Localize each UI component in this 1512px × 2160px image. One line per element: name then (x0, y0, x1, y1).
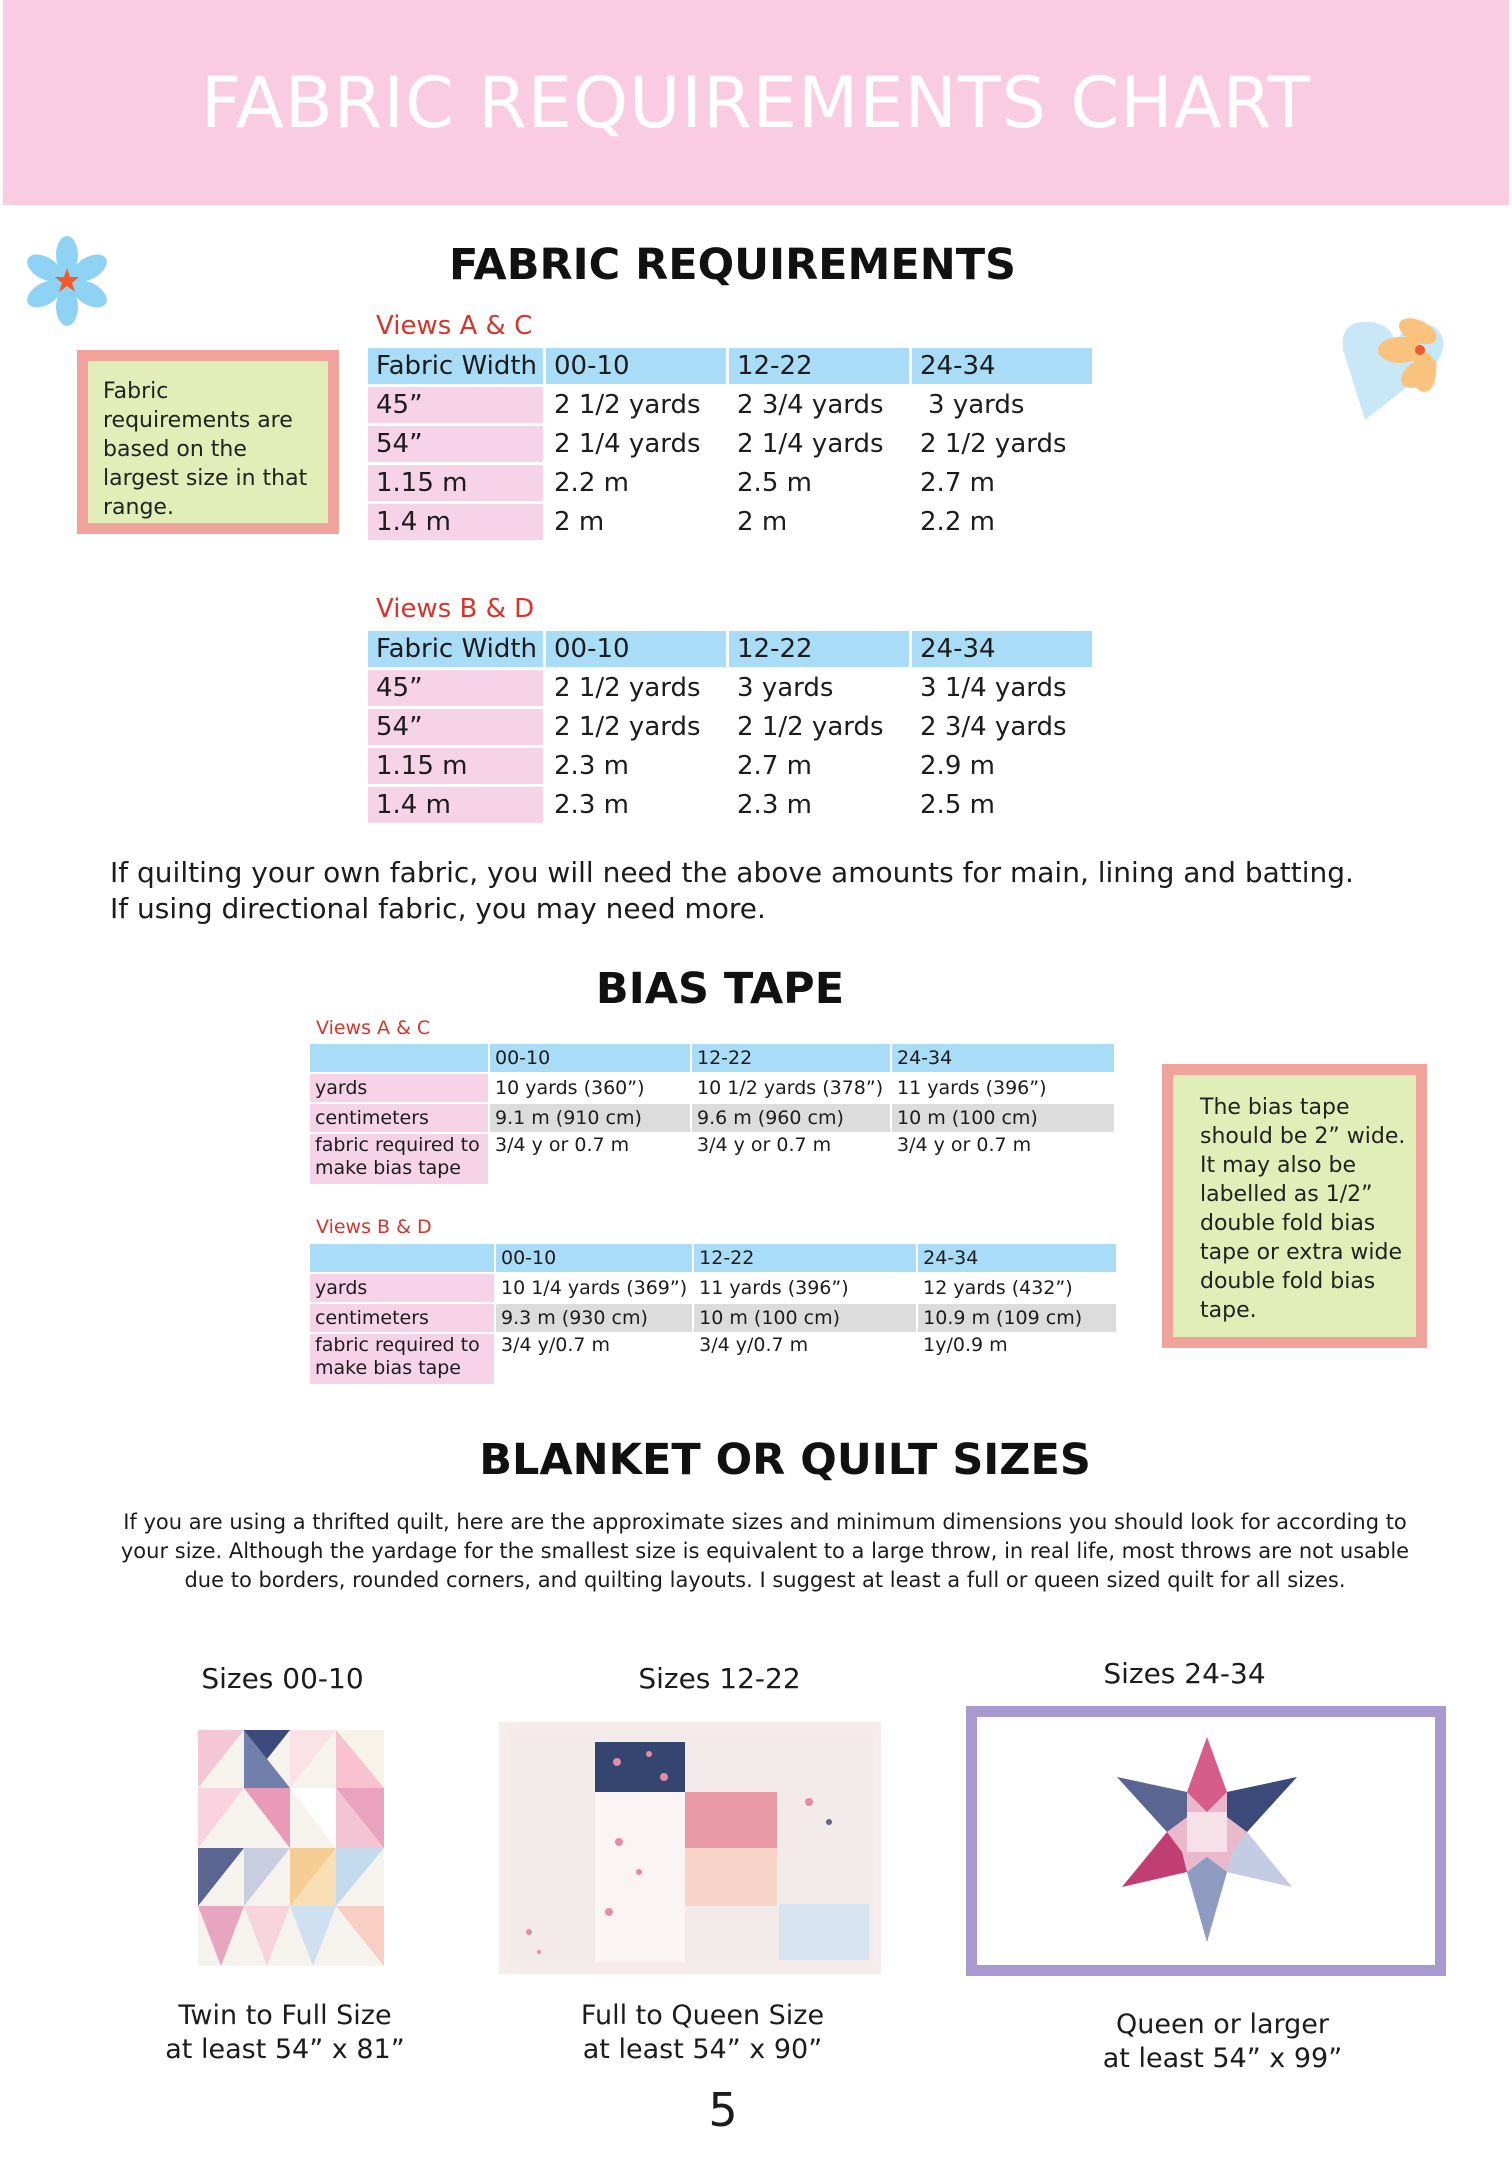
flower-icon (22, 236, 112, 326)
bias-views-ac-label: Views A & C (316, 1017, 431, 1039)
value-cell: 10 1/2 yards (378”) (697, 1077, 884, 1099)
header-cell: 00-10 (546, 631, 726, 667)
value-cell: 2.3 m (737, 790, 812, 820)
value-cell: 3/4 y or 0.7 m (697, 1134, 832, 1156)
table-row (310, 1274, 1116, 1302)
value-cell: 11 yards (396”) (897, 1077, 1047, 1099)
value-cell: 2.3 m (554, 751, 629, 781)
value-cell: 2 m (737, 507, 788, 537)
value-cell: 2.7 m (920, 468, 995, 498)
value-cell: 2 1/2 yards (737, 712, 884, 742)
table-row (368, 465, 1092, 501)
header-cell: 00-10 (546, 348, 726, 384)
value-cell: 2.3 m (554, 790, 629, 820)
value-cell: 9.6 m (960 cm) (692, 1104, 890, 1132)
table-row (368, 387, 1092, 423)
header-cell: 24-34 (912, 631, 1092, 667)
header-cell: 24-34 (892, 1044, 1114, 1072)
value-cell: 3/4 y/0.7 m (699, 1334, 809, 1356)
table-row (310, 1134, 1114, 1184)
header-cell (310, 1044, 488, 1072)
page-number: 5 (708, 2083, 738, 2137)
queen-quilt-image (1117, 1737, 1297, 1947)
fabric-note-text: Fabric requirements are based on the largest size in that range. (103, 379, 308, 520)
value-cell: 2 1/2 yards (554, 673, 701, 703)
value-cell: 2 1/2 yards (920, 429, 1067, 459)
width-cell: 45” (368, 387, 543, 423)
value-cell: 3 yards (928, 390, 1025, 420)
table-row (310, 1334, 1116, 1384)
full-caption-line2: at least 54” x 90” (582, 2034, 823, 2065)
value-cell: 10 1/4 yards (369”) (501, 1277, 688, 1299)
queen-quilt-frame (966, 1706, 1446, 1976)
value-cell: 10.9 m (109 cm) (918, 1304, 1116, 1332)
value-cell: 2 1/4 yards (554, 429, 701, 459)
width-cell: 54” (368, 426, 543, 462)
header-cell (310, 1244, 494, 1272)
full-quilt-image (499, 1722, 881, 1974)
quilting-paragraph-line2: If using directional fabric, you may need more. (110, 892, 766, 925)
table-row (310, 1304, 1116, 1332)
table-row (368, 426, 1092, 462)
header-cell: 24-34 (912, 348, 1092, 384)
row-label: fabric required to make bias tape (310, 1334, 494, 1384)
row-label: centimeters (310, 1304, 494, 1332)
quilting-paragraph-line1: If quilting your own fabric, you will need the above amounts for main, lining and batting. (110, 856, 1354, 889)
width-cell: 1.4 m (368, 504, 543, 540)
fabric-note (77, 350, 339, 534)
banner-title: FABRIC REQUIREMENTS CHART (201, 61, 1311, 144)
value-cell: 2 3/4 yards (920, 712, 1067, 742)
value-cell: 3/4 y or 0.7 m (495, 1134, 630, 1156)
table-row (368, 504, 1092, 540)
table-header-row (310, 1044, 1114, 1072)
table-row (310, 1104, 1114, 1132)
value-cell: 11 yards (396”) (699, 1277, 849, 1299)
width-cell: 1.4 m (368, 787, 543, 823)
sizes-12-22-heading: Sizes 12-22 (638, 1662, 801, 1695)
header-cell: 12-22 (694, 1244, 916, 1272)
bias-table-ac (308, 1042, 1116, 1186)
value-cell: 2 3/4 yards (737, 390, 884, 420)
table-header-row (368, 348, 1092, 384)
row-label: yards (310, 1074, 488, 1102)
bias-table-bd (308, 1242, 1118, 1386)
value-cell: 1y/0.9 m (923, 1334, 1008, 1356)
width-cell: 54” (368, 709, 543, 745)
header-cell: 00-10 (490, 1044, 690, 1072)
quilt-paragraph: If you are using a thrifted quilt, here are the approximate sizes and minimum dimensions you should look for according to your size. Although the yardage for the smallest size is equivalent to a large throw, in real life, most throws are not usable due to borders, rounded corners, and quilting layouts. I suggest at least a full or queen sized quilt for all sizes. (120, 1510, 1410, 1592)
bias-tape-title: BIAS TAPE (595, 964, 845, 1014)
header-cell: 12-22 (692, 1044, 890, 1072)
value-cell: 3/4 y/0.7 m (501, 1334, 611, 1356)
value-cell: 2.5 m (920, 790, 995, 820)
header-cell: Fabric Width (368, 631, 543, 667)
fabric-table-ac (365, 345, 1095, 543)
sizes-00-10-heading: Sizes 00-10 (201, 1662, 364, 1695)
table-row (368, 787, 1092, 823)
value-cell: 2.5 m (737, 468, 812, 498)
width-cell: 1.15 m (368, 465, 543, 501)
header-cell: 24-34 (918, 1244, 1116, 1272)
sizes-24-34-heading: Sizes 24-34 (1103, 1657, 1266, 1690)
header-cell: 12-22 (729, 631, 909, 667)
value-cell: 10 m (100 cm) (694, 1304, 916, 1332)
value-cell: 2.2 m (920, 507, 995, 537)
value-cell: 2 1/4 yards (737, 429, 884, 459)
fabric-note-inner (88, 361, 328, 523)
table-header-row (310, 1244, 1116, 1272)
bias-note-inner (1173, 1075, 1416, 1337)
header-cell: 12-22 (729, 348, 909, 384)
value-cell: 3 1/4 yards (920, 673, 1067, 703)
table-row (368, 670, 1092, 706)
width-cell: 1.15 m (368, 748, 543, 784)
header-cell: 00-10 (496, 1244, 692, 1272)
value-cell: 2 1/2 yards (554, 712, 701, 742)
value-cell: 12 yards (432”) (923, 1277, 1073, 1299)
full-caption-line1: Full to Queen Size (580, 2000, 825, 2031)
width-cell: 45” (368, 670, 543, 706)
table-row (368, 709, 1092, 745)
queen-caption-line2: at least 54” x 99” (1102, 2043, 1343, 2074)
header-cell: Fabric Width (368, 348, 543, 384)
bias-note-text: The bias tape should be 2” wide. It may also be labelled as 1/2” double fold bias tape or extra wide double fold bias tape. (1200, 1095, 1406, 1323)
fabric-requirements-title: FABRIC REQUIREMENTS (448, 240, 1017, 290)
value-cell: 9.3 m (930 cm) (496, 1304, 692, 1332)
fabric-table-bd (365, 628, 1095, 826)
value-cell: 2.7 m (737, 751, 812, 781)
value-cell: 2 m (554, 507, 605, 537)
twin-caption-line1: Twin to Full Size (178, 2000, 392, 2031)
value-cell: 2 1/2 yards (554, 390, 701, 420)
bias-views-bd-label: Views B & D (316, 1216, 432, 1238)
table-header-row (368, 631, 1092, 667)
heart-flower-icon (1335, 310, 1455, 430)
table-row (310, 1074, 1114, 1102)
value-cell: 10 yards (360”) (495, 1077, 645, 1099)
banner (3, 0, 1509, 205)
queen-caption-line1: Queen or larger (1115, 2009, 1329, 2040)
quilt-sizes-title: BLANKET OR QUILT SIZES (479, 1435, 1091, 1485)
views-bd-label: Views B & D (376, 594, 535, 624)
row-label: fabric required to make bias tape (310, 1134, 488, 1184)
twin-quilt-image (198, 1730, 384, 1966)
value-cell: 3 yards (737, 673, 834, 703)
bias-note (1162, 1064, 1427, 1348)
views-ac-label: Views A & C (376, 311, 533, 341)
value-cell: 3/4 y or 0.7 m (897, 1134, 1032, 1156)
value-cell: 9.1 m (910 cm) (490, 1104, 690, 1132)
row-label: yards (310, 1274, 494, 1302)
value-cell: 2.2 m (554, 468, 629, 498)
table-row (368, 748, 1092, 784)
twin-caption-line2: at least 54” x 81” (165, 2034, 405, 2065)
value-cell: 2.9 m (920, 751, 995, 781)
value-cell: 10 m (100 cm) (892, 1104, 1114, 1132)
row-label: centimeters (310, 1104, 488, 1132)
